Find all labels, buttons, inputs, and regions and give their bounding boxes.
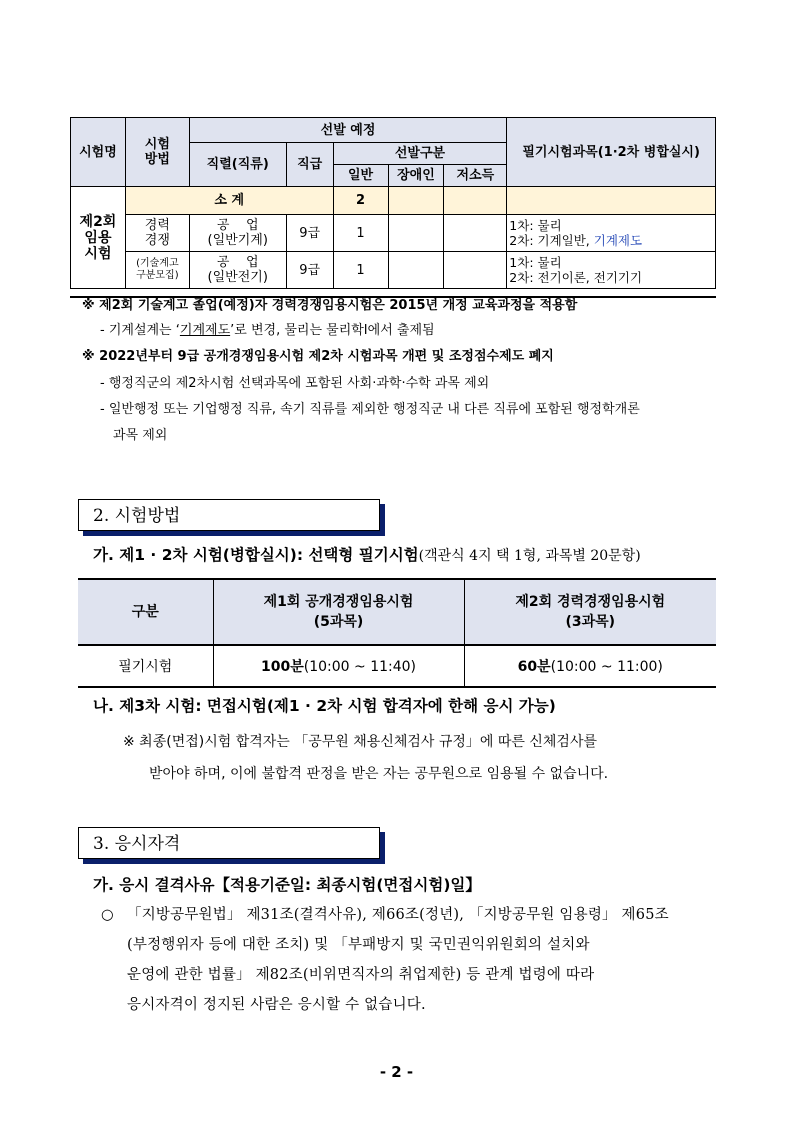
- method-career-cell: 경력 경쟁: [125, 215, 189, 252]
- header-exam-method: 시험 방법: [125, 118, 189, 187]
- header-grade: 직급: [286, 143, 333, 187]
- subtotal-disabled: [388, 187, 444, 215]
- heading-written-exam: 가. 제1 · 2차 시험(병합실시): 선택형 필기시험(객관식 4지 택 1형, 과목별 20문항): [93, 546, 641, 564]
- general-count-cell: 1: [333, 252, 388, 289]
- row-written-exam-label: 필기시험: [78, 645, 213, 687]
- general-count-cell: 1: [333, 215, 388, 252]
- header-job-series: 직렬(직류): [189, 143, 286, 187]
- page-number: - 2 -: [379, 1063, 414, 1081]
- selection-table: [70, 117, 716, 289]
- grade-cell: 9급: [286, 215, 333, 252]
- exam-name-cell: 제2회 임용 시험: [71, 187, 126, 289]
- low-income-count-cell: [444, 215, 507, 252]
- note-2015-curriculum: ※ 제2회 기술계고 졸업(예정)자 경력경쟁임용시험은 2015년 개정 교육과정을 적용함: [82, 298, 578, 313]
- table-row: [71, 252, 716, 289]
- note-general-admin-cont: 과목 제외: [113, 428, 168, 443]
- low-income-count-cell: [444, 252, 507, 289]
- section-title-exam-method: 2. 시험방법: [78, 499, 380, 531]
- heading-disqualification: 가. 응시 결격사유【적용기준일: 최종시험(면접시험)일】: [93, 876, 481, 894]
- method-sub-cell: (기술계고 구분모집): [125, 252, 189, 289]
- heading-interview: 나. 제3차 시험: 면접시험(제1 · 2차 시험 합격자에 한해 응시 가능): [93, 697, 556, 715]
- note-machine-design: - 기계설계는 ‘기계제도’로 변경, 물리는 물리학Ⅰ에서 출제됨: [100, 323, 435, 338]
- table-row: [78, 645, 716, 687]
- disqualification-paragraph: 「지방공무원법」 제31조(결격사유), 제66조(정년), 「지방공무원 임용령」 제65조 (부정행위자 등에 대한 조치) 및 「부패방지 및 국민권익위원회의 설치와 운영에 관한 법률」 제82조(비위면직자의 취업제한) 등 관계 법령에 따라 응시자격이 정지된 사람은 응시할 수 없습니다.: [127, 907, 669, 1013]
- col-first-exam: 제1회 공개경쟁임용시험 (5과목): [213, 579, 464, 645]
- grade-cell: 9급: [286, 252, 333, 289]
- header-selection-category: 선발구분: [333, 143, 507, 165]
- header-general: 일반: [333, 165, 388, 187]
- header-low-income: 저소득: [444, 165, 507, 187]
- col-category: 구분: [78, 579, 213, 645]
- medical-check-note: ※ 최종(면접)시험 합격자는 「공무원 채용신체검사 규정」에 따른 신체검사를 받아야 하며, 이에 불합격 판정을 받은 자는 공무원으로 임용될 수 없습니다.: [123, 734, 609, 782]
- subjects-cell: 1차: 물리 2차: 전기이론, 전기기기: [507, 252, 716, 289]
- header-exam-name: 시험명: [71, 118, 126, 187]
- subtotal-low-income: [444, 187, 507, 215]
- subjects-cell: 1차: 물리 2차: 기계일반, 기계제도: [507, 215, 716, 252]
- table-row: [71, 215, 716, 252]
- job-series-cell: 공 업 (일반전기): [189, 252, 286, 289]
- first-exam-duration: 100분(10:00 ~ 11:40): [213, 645, 464, 687]
- disabled-count-cell: [388, 252, 444, 289]
- note-admin-subjects: - 행정직군의 제2차시험 선택과목에 포함된 사회·과학·수학 과목 제외: [100, 376, 490, 391]
- subtotal-label: 소 계: [125, 187, 333, 215]
- section-title-eligibility: 3. 응시자격: [78, 827, 380, 859]
- disabled-count-cell: [388, 215, 444, 252]
- col-second-exam: 제2회 경력경쟁임용시험 (3과목): [464, 579, 716, 645]
- subtotal-subjects: [507, 187, 716, 215]
- note-2022-reform: ※ 2022년부터 9급 공개경쟁임용시험 제2차 시험과목 개편 및 조정점수제도 폐지: [82, 349, 554, 364]
- header-selection-plan: 선발 예정: [189, 118, 507, 143]
- note-general-admin: - 일반행정 또는 기업행정 직류, 속기 직류를 제외한 행정직군 내 다른 직류에 포함된 행정학개론: [100, 402, 640, 417]
- subtotal-general: 2: [333, 187, 388, 215]
- header-disabled: 장애인: [388, 165, 444, 187]
- exam-method-table: [78, 578, 716, 688]
- bullet-circle: ○: [101, 907, 114, 923]
- second-exam-duration: 60분(10:00 ~ 11:00): [464, 645, 716, 687]
- header-subjects: 필기시험과목(1·2차 병합실시): [507, 118, 716, 187]
- job-series-cell: 공 업 (일반기계): [189, 215, 286, 252]
